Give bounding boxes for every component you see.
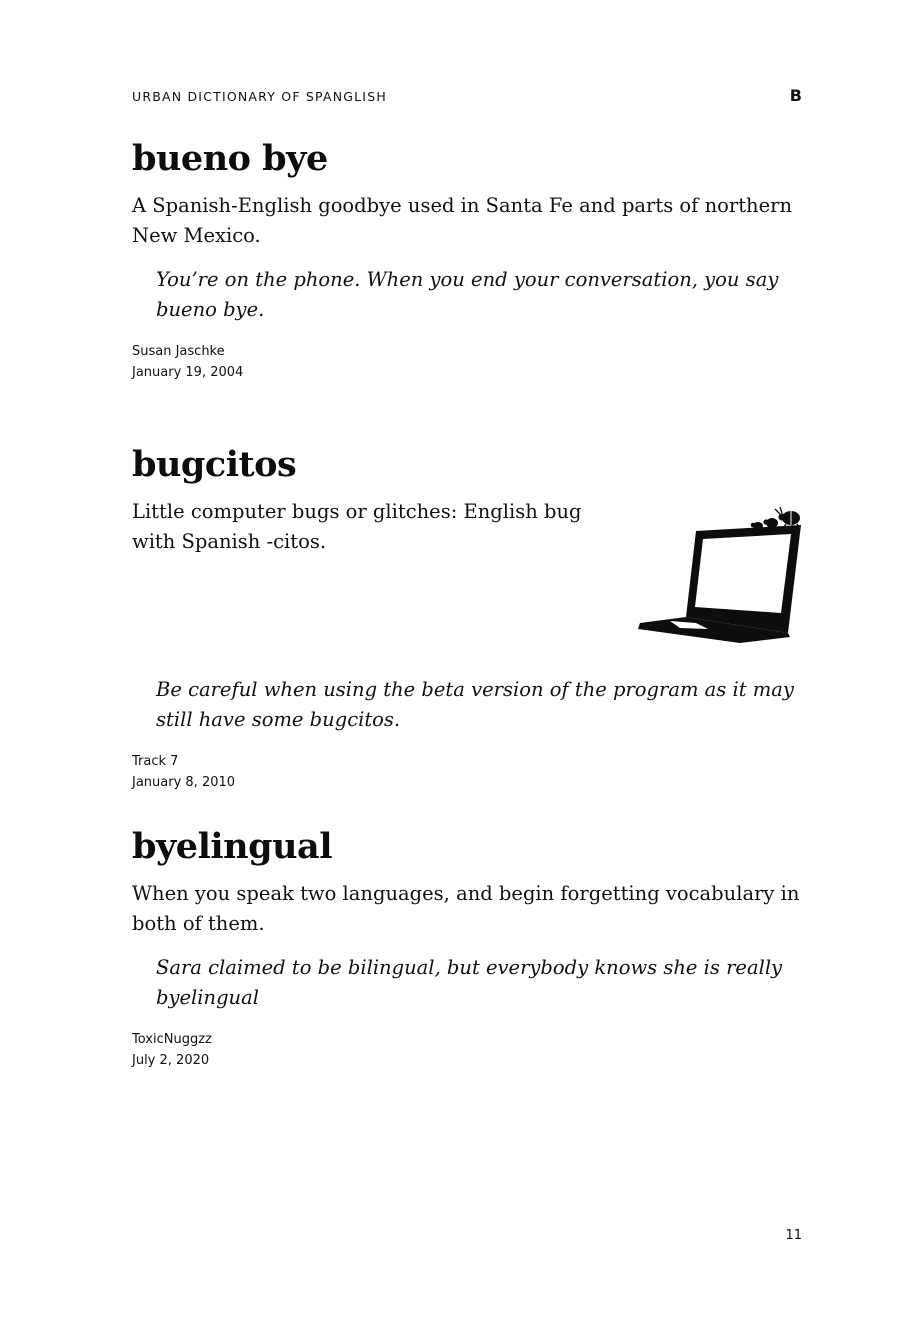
dictionary-entry [132, 828, 804, 1071]
author: Track 7 [132, 753, 179, 769]
date: January 8, 2010 [132, 774, 236, 790]
definition: Little computer bugs or glitches: English bug with Spanish -citos. [132, 499, 582, 553]
page-number: 11 [785, 1228, 802, 1243]
example-sentence: You’re on the phone. When you end your conversation, you say bueno bye. [156, 267, 779, 321]
example-sentence: Sara claimed to be bilingual, but everybody knows she is really byelingual [156, 955, 783, 1009]
headword: bueno bye [132, 138, 328, 179]
laptop-with-bugs-icon [636, 505, 806, 645]
headword: byelingual [132, 826, 333, 867]
author: ToxicNuggzz [132, 1031, 212, 1047]
author: Susan Jaschke [132, 343, 225, 359]
example-sentence: Be careful when using the beta version of the program as it may still have some bugcitos. [156, 677, 794, 731]
date: January 19, 2004 [132, 364, 244, 380]
definition: When you speak two languages, and begin forgetting vocabulary in both of them. [132, 881, 800, 935]
attribution [132, 1029, 804, 1071]
attribution [132, 751, 804, 793]
definition: A Spanish-English goodbye used in Santa Fe and parts of northern New Mexico. [132, 193, 793, 247]
headword: bugcitos [132, 444, 297, 485]
date: July 2, 2020 [132, 1052, 210, 1068]
dictionary-entry [132, 140, 804, 383]
running-header [132, 86, 802, 105]
running-title: URBAN DICTIONARY OF SPANGLISH [132, 89, 387, 104]
section-letter: B [789, 86, 802, 105]
attribution [132, 341, 804, 383]
